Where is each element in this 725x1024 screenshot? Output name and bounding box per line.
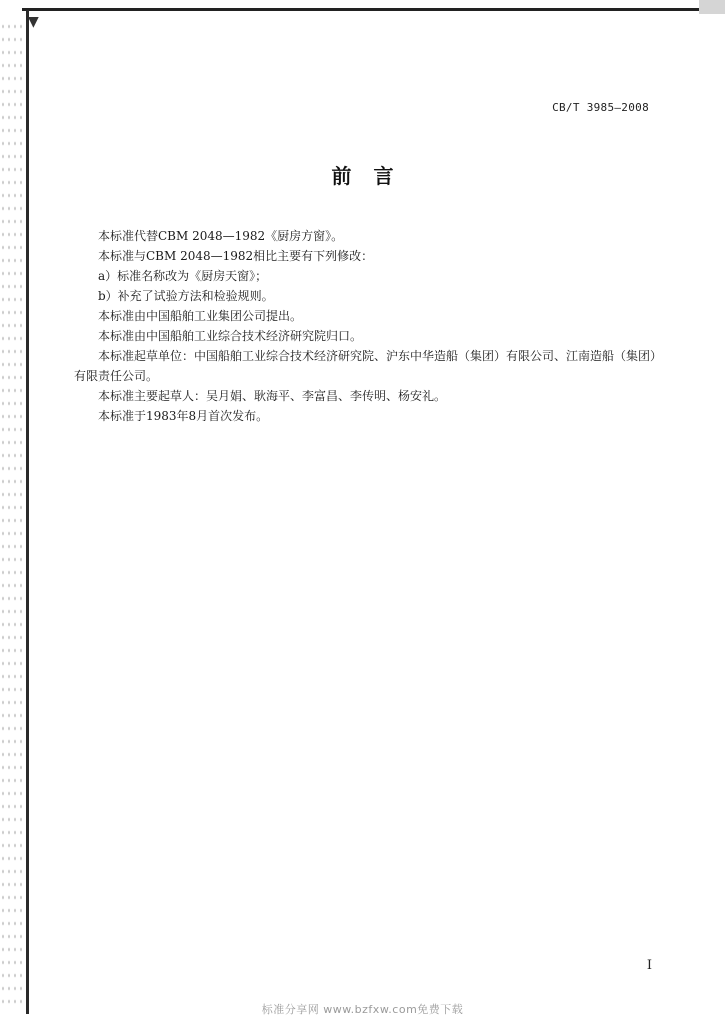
page-title: 前言 bbox=[331, 164, 416, 188]
scan-corner-smudge bbox=[699, 0, 725, 14]
document-code: CB/T 3985—2008 bbox=[552, 101, 649, 114]
paragraph-proposed-by: 本标准由中国船舶工业集团公司提出。 bbox=[98, 309, 303, 323]
foreword-body bbox=[74, 226, 664, 426]
corner-arrow-icon: ▼ bbox=[28, 14, 39, 30]
page-number: I bbox=[646, 958, 652, 973]
paragraph-first-issued: 本标准于1983年8月首次发布。 bbox=[98, 409, 269, 423]
paragraph-replaces: 本标准代替CBM 2048—1982《厨房方窗》。 bbox=[98, 229, 344, 243]
paragraph-drafters: 本标准主要起草人：吴月娟、耿海平、李富昌、李传明、杨安礼。 bbox=[98, 389, 447, 403]
paragraph-drafting-units: 本标准起草单位：中国船舶工业综合技术经济研究院、沪东中华造船（集团）有限公司、江南造船（集团）有限责任公司。 bbox=[74, 349, 663, 383]
footer-watermark: 标准分享网 www.bzfxw.com免费下载 bbox=[261, 1003, 464, 1016]
top-border-line bbox=[22, 8, 710, 11]
paragraph-change-a: a）标准名称改为《厨房天窗》； bbox=[98, 269, 268, 283]
paragraph-centralized-by: 本标准由中国船舶工业综合技术经济研究院归口。 bbox=[98, 329, 363, 343]
paragraph-change-b: b）补充了试验方法和检验规则。 bbox=[98, 289, 274, 303]
paragraph-changes-intro: 本标准与CBM 2048—1982相比主要有下列修改： bbox=[98, 249, 374, 263]
